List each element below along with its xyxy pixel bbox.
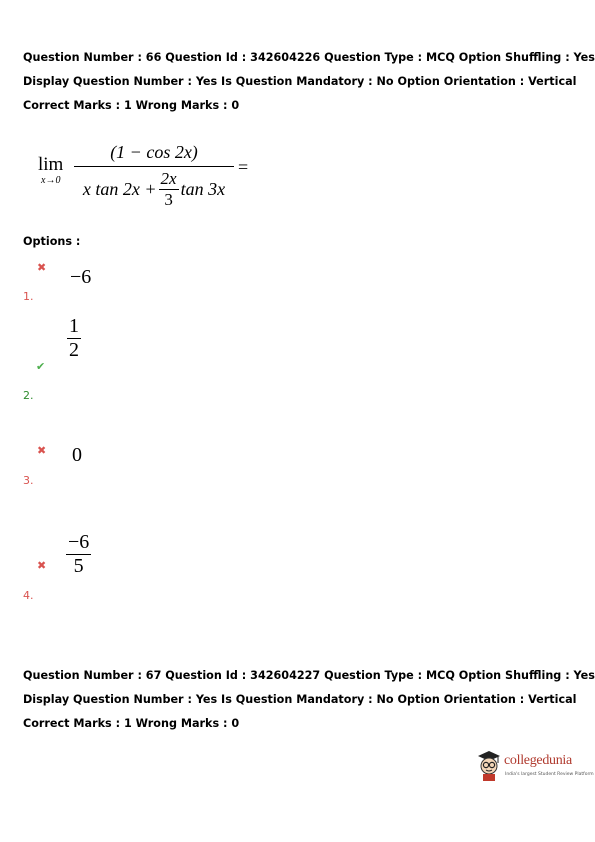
option-2-number: 2. — [23, 389, 34, 402]
option-4-number: 4. — [23, 589, 34, 602]
logo-tagline: India's largest Student Review Platform — [505, 772, 594, 777]
fraction-numerator: (1 − cos 2x) — [110, 142, 198, 162]
option-2-fraction — [67, 315, 81, 362]
option-2-numerator: 1 — [69, 315, 79, 337]
collegedunia-logo — [476, 749, 594, 783]
question-67-info-line2: Display Question Number : Yes Is Question Mandatory : No Option Orientation : Vertical — [23, 693, 577, 706]
question-67-info-line1: Question Number : 67 Question Id : 342604227 Question Type : MCQ Option Shuffling : Yes — [23, 669, 595, 682]
option-3-value: 0 — [72, 444, 82, 466]
correct-mark-icon: ✔ — [36, 360, 46, 373]
lim-subscript: x→0 — [41, 175, 61, 186]
options-label: Options : — [23, 235, 81, 248]
limit-expression — [38, 141, 268, 211]
option-1-value: −6 — [70, 266, 92, 288]
den-right: tan 3x — [180, 179, 226, 199]
fraction-denominator — [74, 169, 234, 210]
fraction-bar — [74, 166, 234, 167]
question-66-info-line1: Question Number : 66 Question Id : 342604226 Question Type : MCQ Option Shuffling : Yes — [23, 51, 595, 64]
main-fraction — [74, 141, 234, 210]
question-66-info-line2: Display Question Number : Yes Is Question Mandatory : No Option Orientation : Vertical — [23, 75, 577, 88]
logo-text: collegedunia — [504, 753, 572, 768]
den-left: x tan 2x + — [82, 179, 157, 199]
option-2-denominator: 2 — [69, 339, 79, 361]
den-inner-fraction — [159, 169, 179, 210]
option-1-number: 1. — [23, 290, 34, 303]
student-mascot-icon — [476, 749, 502, 781]
option-3-number: 3. — [23, 474, 34, 487]
equals-sign: = — [238, 157, 249, 177]
wrong-mark-icon: ✖ — [37, 261, 47, 274]
wrong-mark-icon: ✖ — [37, 559, 47, 572]
option-4-denominator: 5 — [73, 555, 84, 577]
lim-text: lim — [38, 154, 64, 175]
question-66-marks: Correct Marks : 1 Wrong Marks : 0 — [23, 99, 240, 112]
den-inner-den: 3 — [164, 190, 173, 209]
wrong-mark-icon: ✖ — [37, 444, 47, 457]
den-inner-num: 2x — [160, 169, 177, 188]
option-4-numerator: −6 — [68, 531, 90, 553]
question-67-marks: Correct Marks : 1 Wrong Marks : 0 — [23, 717, 240, 730]
option-4-fraction — [66, 531, 91, 578]
